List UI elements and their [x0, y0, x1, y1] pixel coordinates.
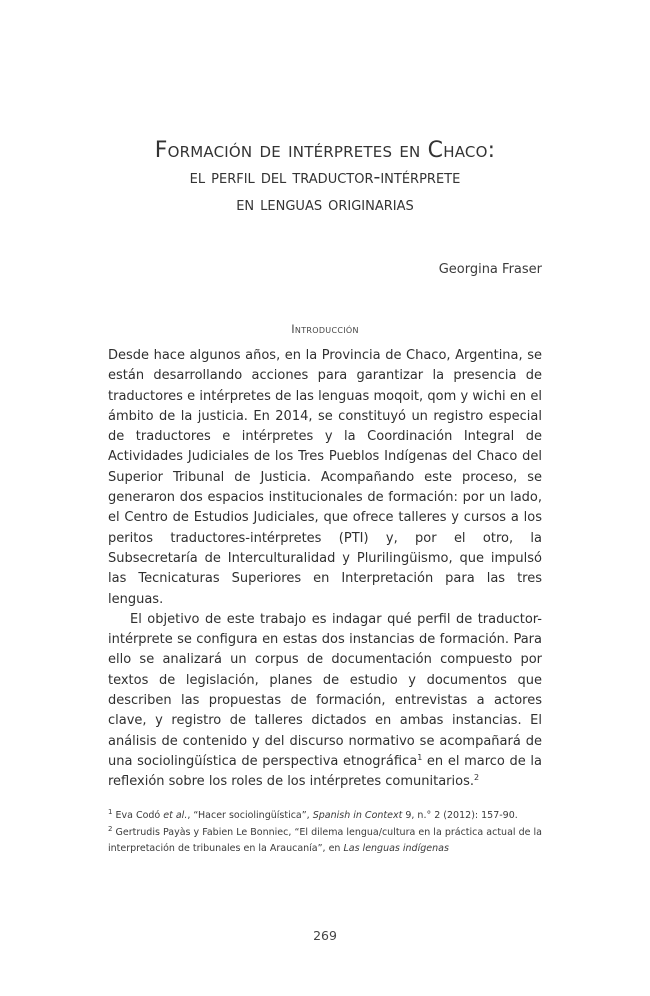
footnotes: [108, 808, 542, 858]
title-line-3: en lenguas originarias: [236, 193, 414, 215]
footnote-1-italic-b: Spanish in Context: [312, 810, 403, 821]
title-line-2: el perfil del traductor-intérprete: [189, 166, 461, 188]
body-text: [108, 346, 542, 793]
footnote-2-number: 2: [108, 824, 113, 833]
chapter-title: [0, 137, 650, 218]
title-line-1: Formación de intérpretes en Chaco:: [154, 138, 496, 163]
paragraph-2: [108, 610, 542, 793]
footnote-1-number: 1: [108, 808, 113, 816]
footnote-1-italic-a: et al.: [163, 810, 188, 821]
footnote-1: [108, 808, 542, 825]
paragraph-1: Desde hace algunos años, en la Provincia de Chaco, Argentina, se están desarrollando acciones para garantizar la presencia de traductores e intérpretes de las lenguas moqoit, qom y wichi en el ámbito de la justicia. En 2014, se constituyó un registro especial de traductores e intérpretes y la Coordinación Integral de Actividades Judiciales de los Tres Pueblos Indígenas del Chaco del Superior Tribunal de Justicia. Acompañando este proceso, se generaron dos espacios institucionales de formación: por un lado, el Centro de Estudios Judiciales, que ofrece talleres y cursos a los peritos traductores-intérpretes (PTI) y, por el otro, la Subsecretaría de Interculturalidad y Plurilingüismo, que impulsó las Tecnicaturas Superiores en Interpretación para las tres lenguas.: [108, 348, 542, 607]
footnote-2-text-a: Gertrudis Payàs y Fabien Le Bonniec, “El dilema lengua/cultura en la práctica actual de la interpretación de tribunales en la Araucanía”, en: [108, 826, 542, 854]
footnote-1-text-b: , “Hacer sociolingüística”,: [187, 810, 313, 821]
footnote-ref-2[interactable]: 2: [474, 773, 480, 783]
section-heading: Introducción: [291, 322, 359, 336]
page-number: 269: [313, 928, 337, 943]
paragraph-2-text-b: en el marco de la reflexión sobre los roles de los intérpretes comunitarios.: [108, 753, 542, 790]
footnote-2: [108, 825, 542, 858]
footnote-1-text-a: Eva Codó: [112, 810, 164, 821]
footnote-2-italic-a: Las lenguas indígenas: [343, 843, 449, 854]
footnote-ref-1[interactable]: 1: [417, 752, 423, 762]
paragraph-2-text-a: El objetivo de este trabajo es indagar qué perfil de traductor-intérprete se configura en estas dos instancias de formación. Para ello se analizará un corpus de documentación compuesto por textos de legislación, planes de estudio y documentos que describen las propuestas de formación, entrevistas a actores clave, y registro de talleres dictados en ambas instancias. El análisis de contenido y del discurso normativo se acompañará de una sociolingüística de perspectiva etnográfica: [108, 611, 542, 769]
footnote-1-text-c: 9, n.° 2 (2012): 157-90.: [402, 810, 518, 821]
author-name: Georgina Fraser: [438, 262, 542, 277]
